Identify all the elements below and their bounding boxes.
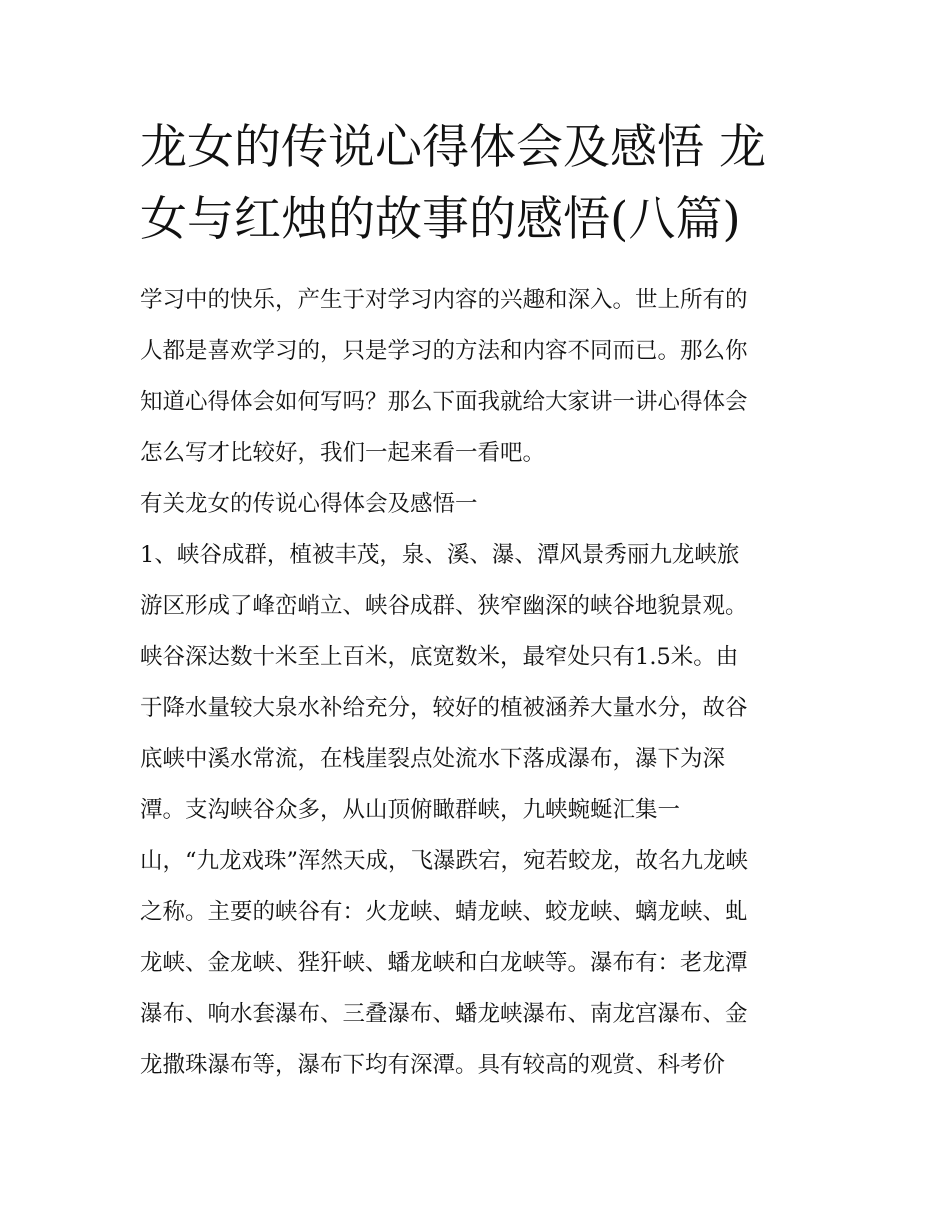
text-line: 峡谷深达数十米至上百米，底宽数米，最窄处只有1.5米。由: [140, 644, 739, 670]
text-line: 潭。支沟峡谷众多，从山顶俯瞰群峡，九峡蜿蜒汇集一: [140, 797, 681, 823]
text-line: 学习中的快乐，产生于对学习内容的兴趣和深入。世上所有的: [140, 287, 748, 313]
text-line: 底峡中溪水常流，在栈崖裂点处流水下落成瀑布，瀑下为深: [140, 746, 726, 772]
text-line: 瀑布、响水套瀑布、三叠瀑布、蟠龙峡瀑布、南龙宫瀑布、金: [140, 1001, 748, 1027]
text-line: 人都是喜欢学习的，只是学习的方法和内容不同而已。那么你: [140, 338, 748, 364]
text-line: 游区形成了峰峦峭立、峡谷成群、狭窄幽深的峡谷地貌景观。: [140, 593, 748, 619]
title-line: 龙女的传说心得体会及感悟 龙: [140, 120, 766, 175]
text-line: 龙撒珠瀑布等，瀑布下均有深潭。具有较高的观赏、科考价: [140, 1052, 726, 1078]
text-line: 山，“九龙戏珠”浑然天成，飞瀑跌宕，宛若蛟龙，故名九龙峡: [140, 848, 749, 874]
page-title: [140, 112, 820, 256]
text-line: 怎么写才比较好，我们一起来看一看吧。: [140, 440, 546, 466]
text-line: 知道心得体会如何写吗？那么下面我就给大家讲一讲心得体会: [140, 389, 748, 415]
text-line: 1、峡谷成群，植被丰茂，泉、溪、瀑、潭风景秀丽九龙峡旅: [140, 542, 740, 568]
title-line: 女与红烛的故事的感悟(八篇): [140, 192, 741, 247]
section-heading: 有关龙女的传说心得体会及感悟一: [140, 491, 478, 517]
body-text: [140, 275, 820, 1091]
text-line: 于降水量较大泉水补给充分，较好的植被涵养大量水分，故谷: [140, 695, 748, 721]
text-line: 之称。主要的峡谷有：火龙峡、蜻龙峡、蛟龙峡、螭龙峡、虬: [140, 899, 748, 925]
text-line: 龙峡、金龙峡、狴犴峡、蟠龙峡和白龙峡等。瀑布有：老龙潭: [140, 950, 748, 976]
